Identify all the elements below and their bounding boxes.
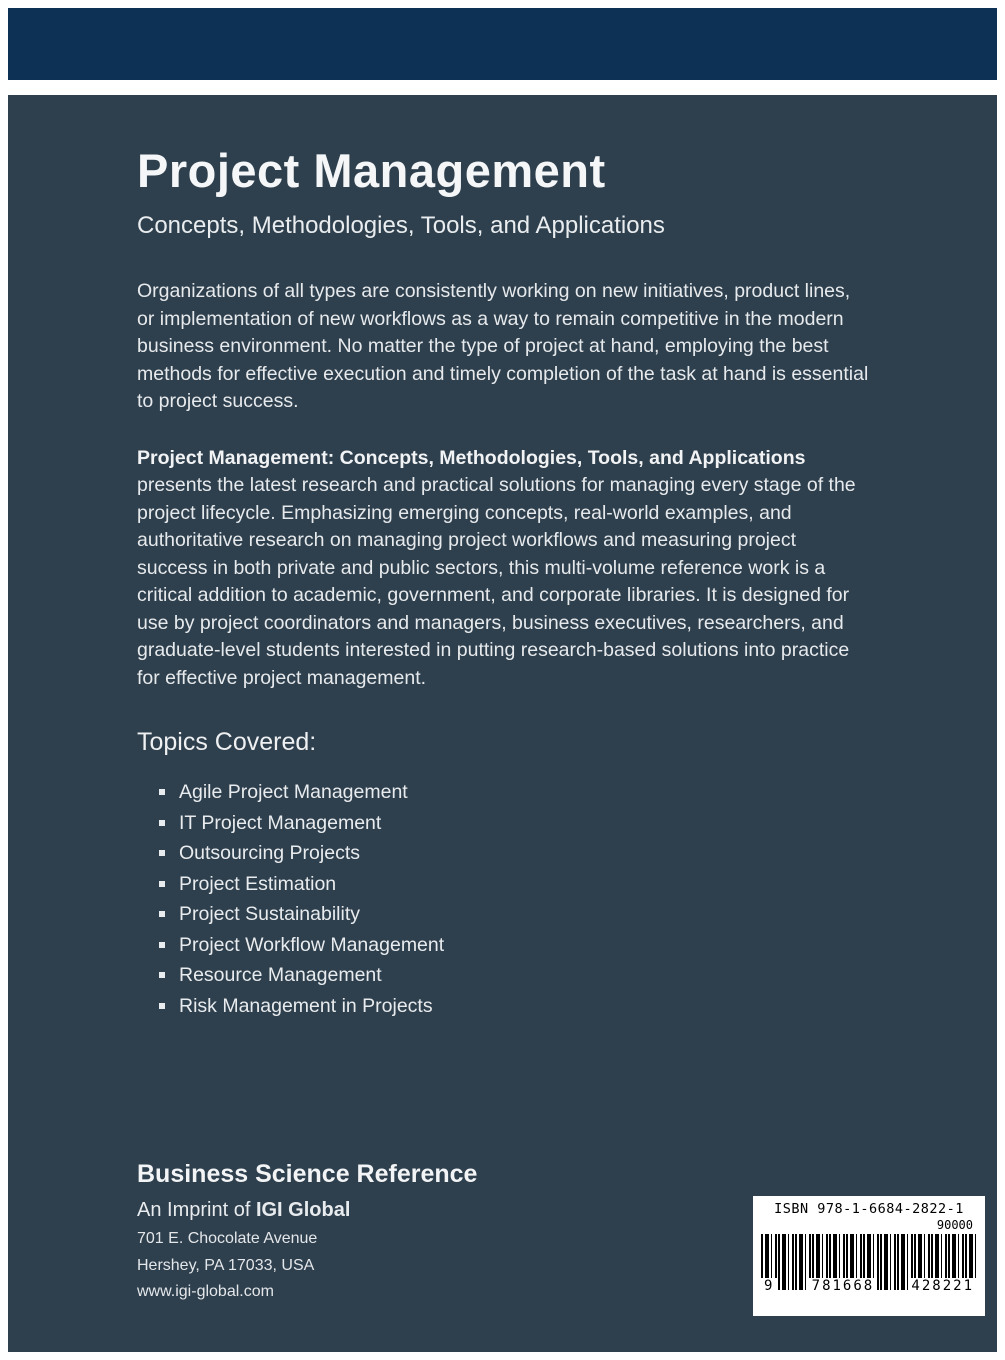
intro-paragraph: Organizations of all types are consistently working on new initiatives, product lines, or implementation of new workflows as a way to remain competitive in the modern business environment. No matter the type of project at hand, employing the best methods for effective execution and timely completion of the task at hand is essential to project success. [137, 280, 869, 412]
barcode-digit-group2: 428221 [908, 1278, 977, 1294]
topic-item [159, 777, 870, 808]
description-paragraph [137, 445, 870, 693]
imprint-prefix: An Imprint of [137, 1199, 256, 1221]
bullet-icon [159, 881, 165, 887]
topic-label: Project Workflow Management [179, 933, 445, 956]
barcode-price-code: 90000 [936, 1218, 973, 1232]
back-cover-panel [8, 95, 997, 1352]
publisher-block [137, 1160, 477, 1301]
book-title: Project Management [137, 144, 606, 197]
topic-item [159, 808, 870, 839]
topic-item [159, 869, 870, 900]
bullet-icon [159, 850, 165, 856]
topic-label: Agile Project Management [179, 781, 408, 803]
barcode-box [753, 1196, 985, 1316]
topic-label: Project Sustainability [179, 903, 361, 925]
bullet-icon [159, 820, 165, 826]
imprint-name: IGI Global [255, 1199, 351, 1221]
publisher-name: Business Science Reference [137, 1160, 478, 1188]
barcode-digits [761, 1278, 977, 1294]
topic-item [159, 991, 870, 1022]
imprint-line [137, 1199, 477, 1222]
cover-content [8, 95, 997, 1021]
barcode-digit-group1: 781668 [809, 1278, 878, 1294]
barcode-digit-left: 9 [761, 1278, 777, 1294]
topic-label: Project Estimation [179, 872, 337, 895]
publisher-website: www.igi-global.com [137, 1283, 274, 1300]
topics-list [137, 777, 870, 1021]
top-navy-band [8, 8, 997, 80]
bullet-icon [159, 942, 165, 948]
bullet-icon [159, 1003, 165, 1009]
topic-label: Resource Management [179, 964, 382, 986]
publisher-address-line1: 701 E. Chocolate Avenue [137, 1230, 318, 1247]
bullet-icon [159, 789, 165, 795]
topic-label: IT Project Management [179, 811, 382, 834]
topic-item [159, 930, 870, 961]
publisher-address-line2: Hershey, PA 17033, USA [137, 1257, 315, 1274]
description-body: presents the latest research and practical solutions for managing every stage of the project lifecycle. Emphasizing emerging concepts, real-world examples, and authoritative research on managing project workflows and measuring project success in both private and public sectors, this multi-volume reference work is a critical addition to academic, government, and corporate libraries. It is designed for use by project coordinators and managers, business executives, researchers, and graduate-level students interested in putting research-based solutions into practice for effective project management. [137, 474, 856, 689]
isbn-text: ISBN 978-1-6684-2822-1 [774, 1201, 964, 1217]
book-subtitle: Concepts, Methodologies, Tools, and Applications [137, 212, 665, 239]
topic-item [159, 838, 870, 869]
bullet-icon [159, 911, 165, 917]
topic-item [159, 960, 870, 991]
topic-label: Outsourcing Projects [179, 842, 360, 864]
topic-item [159, 899, 870, 930]
topics-heading: Topics Covered: [137, 728, 317, 756]
topic-label: Risk Management in Projects [179, 994, 433, 1017]
description-title: Project Management: Concepts, Methodologies, Tools, and Applications [137, 446, 806, 469]
bullet-icon [159, 972, 165, 978]
